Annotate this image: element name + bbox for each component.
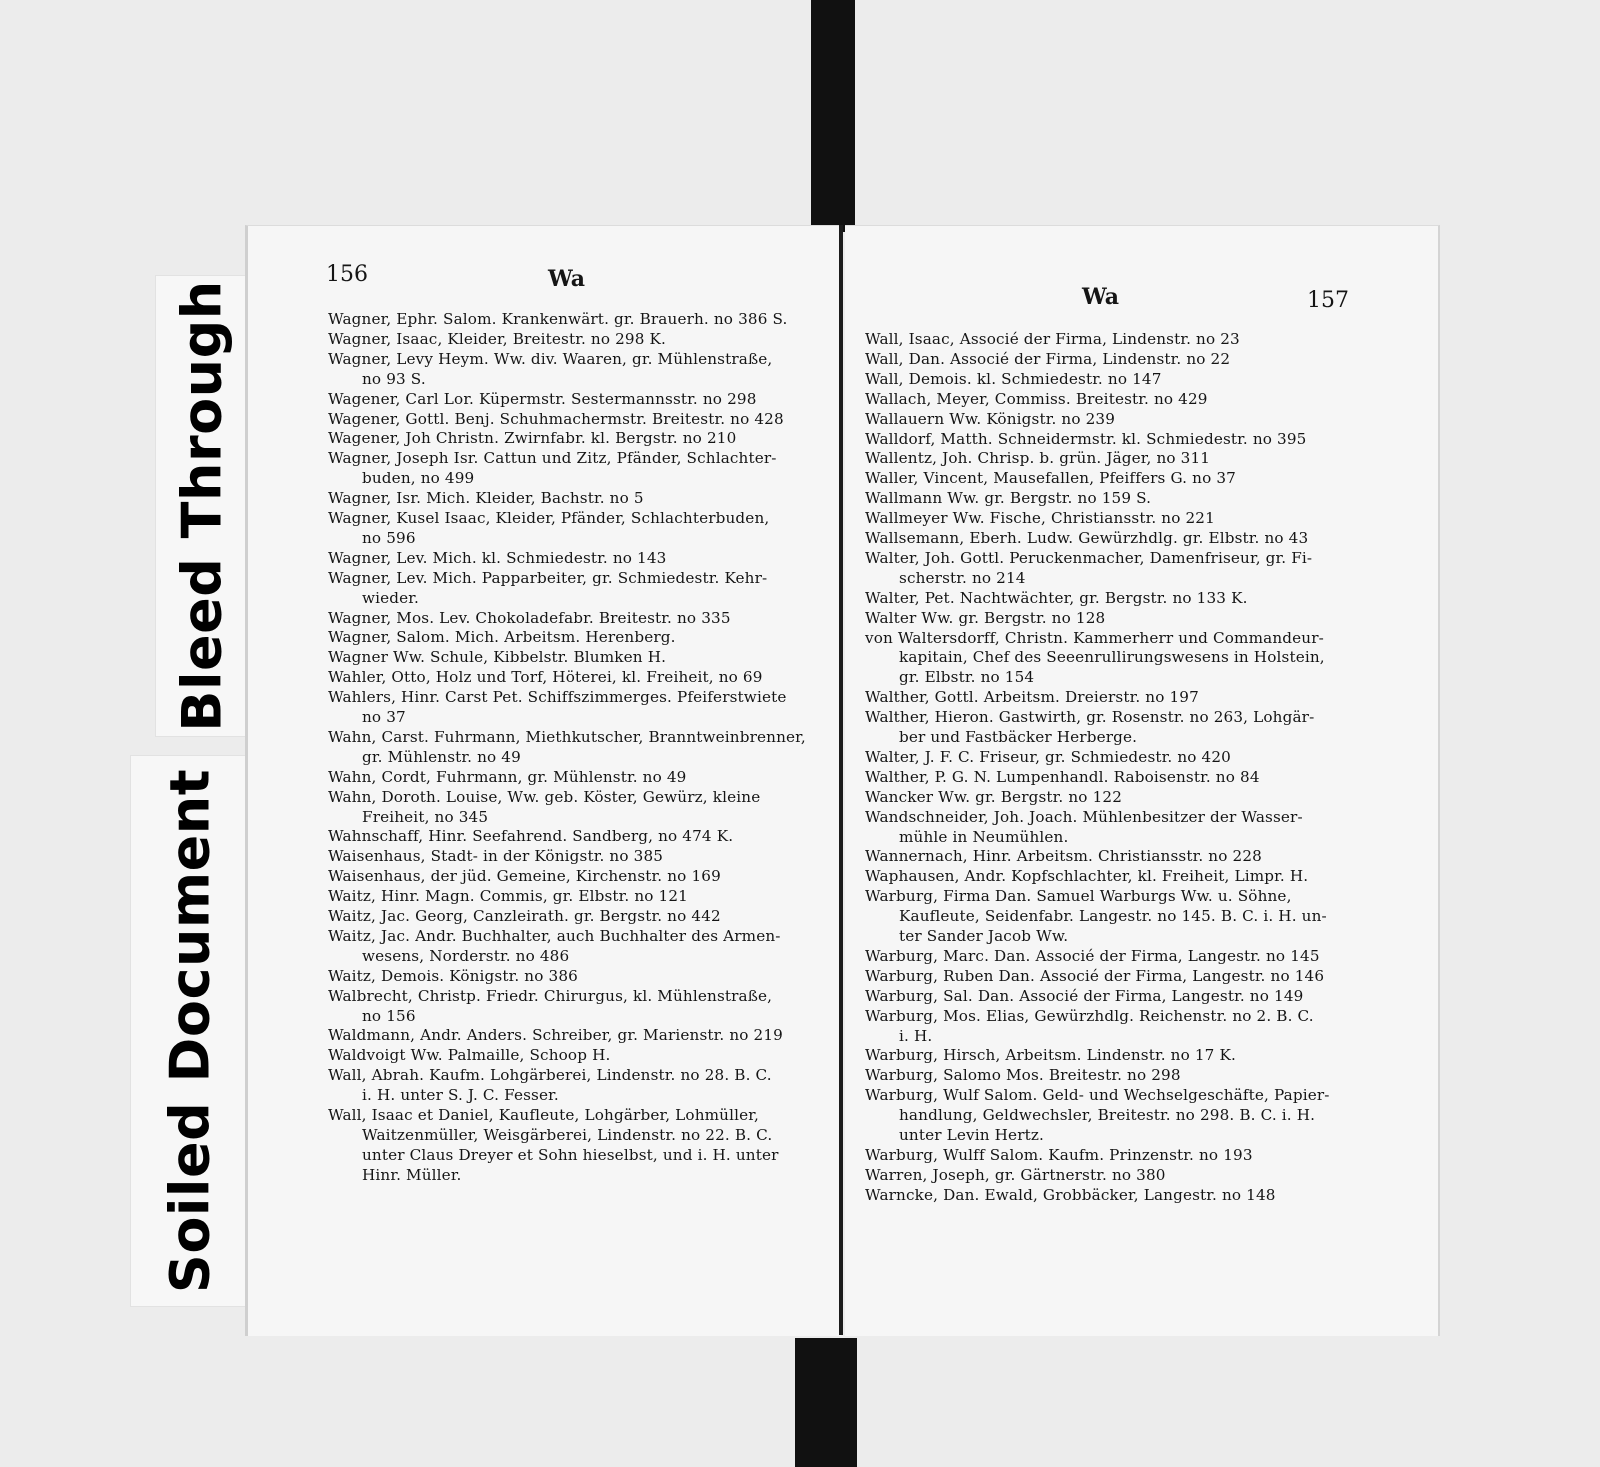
- entry-line: Wallmeyer Ww. Fische, Christiansstr. no 221: [865, 509, 1215, 528]
- entry-line: Warburg, Wulf Salom. Geld- und Wechselgeschäfte, Papier-: [865, 1086, 1330, 1105]
- open-book: [245, 225, 1440, 1345]
- entry-line: Hinr. Müller.: [362, 1165, 462, 1184]
- entry-line: Wallach, Meyer, Commiss. Breitestr. no 429: [865, 389, 1208, 408]
- entry-line: i. H.: [899, 1026, 933, 1045]
- entry-line: Wall, Dan. Associé der Firma, Lindenstr. no 22: [865, 349, 1231, 368]
- entry-line: Wagner, Lev. Mich. kl. Schmiedestr. no 143: [328, 548, 667, 567]
- entry-line: Waitzenmüller, Weisgärberei, Lindenstr. no 22. B. C.: [362, 1125, 773, 1144]
- page-number: 157: [1307, 288, 1349, 313]
- entry-line: Warburg, Hirsch, Arbeitsm. Lindenstr. no 17 K.: [865, 1046, 1236, 1065]
- entry-line: Wall, Isaac et Daniel, Kaufleute, Lohgärber, Lohmüller,: [328, 1106, 759, 1124]
- entry-line: Waitz, Hinr. Magn. Commis, gr. Elbstr. no 121: [328, 887, 688, 906]
- entry-line: Walther, P. G. N. Lumpenhandl. Raboisenstr. no 84: [865, 767, 1260, 786]
- entry-line: Walter, Joh. Gottl. Peruckenmacher, Damenfriseur, gr. Fi-: [865, 548, 1313, 567]
- entry-line: Waphausen, Andr. Kopfschlachter, kl. Freiheit, Limpr. H.: [865, 867, 1309, 886]
- entry-line: Warburg, Salomo Mos. Breitestr. no 298: [865, 1066, 1181, 1085]
- entry-line: Waitz, Jac. Georg, Canzleirath. gr. Bergstr. no 442: [328, 907, 721, 925]
- entry-line: Warncke, Dan. Ewald, Grobbäcker, Langestr. no 148: [865, 1185, 1276, 1204]
- entry-line: Waldvoigt Ww. Palmaille, Schoop H.: [328, 1046, 611, 1065]
- entry-line: unter Claus Dreyer et Sohn hieselbst, und i. H. unter: [362, 1145, 779, 1164]
- entry-line: ter Sander Jacob Ww.: [899, 927, 1069, 945]
- soiled-document-label: Soiled Document: [158, 768, 221, 1294]
- entry-line: Warburg, Wulff Salom. Kaufm. Prinzenstr. no 193: [865, 1145, 1253, 1164]
- entry-line: Walter Ww. gr. Bergstr. no 128: [865, 608, 1106, 627]
- entry-line: Kaufleute, Seidenfabr. Langestr. no 145. B. C. i. H. un-: [899, 907, 1327, 926]
- entry-line: Wallentz, Joh. Chrisp. b. grün. Jäger, no 311: [865, 449, 1211, 468]
- entry-line: Wagner Ww. Schule, Kibbelstr. Blumken H.: [328, 648, 667, 667]
- entry-line: Wallmann Ww. gr. Bergstr. no 159 S.: [865, 489, 1152, 508]
- entry-line: Warburg, Sal. Dan. Associé der Firma, Langestr. no 149: [865, 986, 1304, 1005]
- entry-line: kapitain, Chef des Seeenrullirungswesens in Holstein,: [899, 648, 1325, 667]
- side-labels: [155, 275, 247, 1305]
- entry-line: Wallauern Ww. Königstr. no 239: [865, 409, 1116, 428]
- entry-line: Wallsemann, Eberh. Ludw. Gewürzhdlg. gr. Elbstr. no 43: [865, 529, 1309, 547]
- entry-line: no 93 S.: [362, 369, 426, 388]
- entry-line: Wagner, Kusel Isaac, Kleider, Pfänder, Schlachterbuden,: [328, 509, 770, 527]
- binding-clip-bottom: [795, 1338, 857, 1467]
- entry-line: gr. Elbstr. no 154: [899, 668, 1035, 687]
- entry-line: handlung, Geldwechsler, Breitestr. no 298. B. C. i. H.: [899, 1106, 1316, 1125]
- entry-line: unter Levin Hertz.: [899, 1126, 1044, 1144]
- entry-line: Waldmann, Andr. Anders. Schreiber, gr. Marienstr. no 219: [328, 1026, 783, 1045]
- bleed-through-label-box: [155, 275, 249, 737]
- entry-line: von Waltersdorff, Christn. Kammerherr und Commandeur-: [865, 628, 1324, 647]
- entry-line: buden, no 499: [362, 469, 475, 488]
- entry-line: Wahn, Cordt, Fuhrmann, gr. Mühlenstr. no 49: [328, 767, 687, 786]
- entry-line: Walter, Pet. Nachtwächter, gr. Bergstr. no 133 K.: [865, 588, 1248, 607]
- entry-line: Wagener, Joh Christn. Zwirnfabr. kl. Bergstr. no 210: [328, 429, 737, 448]
- entry-line: Wagner, Salom. Mich. Arbeitsm. Herenberg.: [328, 628, 676, 647]
- entry-line: Waisenhaus, der jüd. Gemeine, Kirchenstr. no 169: [328, 867, 721, 886]
- entry-line: Wagener, Gottl. Benj. Schuhmachermstr. Breitestr. no 428: [328, 409, 784, 428]
- running-head: Wa: [1082, 284, 1120, 310]
- entry-line: no 596: [362, 528, 416, 547]
- entry-line: Wall, Abrah. Kaufm. Lohgärberei, Lindenstr. no 28. B. C.: [328, 1066, 772, 1085]
- entry-line: Walther, Gottl. Arbeitsm. Dreierstr. no 197: [865, 688, 1199, 707]
- entry-line: Warburg, Mos. Elias, Gewürzhdlg. Reichenstr. no 2. B. C.: [865, 1006, 1314, 1025]
- entry-line: wesens, Norderstr. no 486: [362, 946, 570, 965]
- entry-line: Freiheit, no 345: [362, 807, 489, 826]
- entry-line: Wahler, Otto, Holz und Torf, Höterei, kl. Freiheit, no 69: [328, 668, 763, 687]
- entry-line: i. H. unter S. J. C. Fesser.: [362, 1086, 559, 1105]
- entry-line: Warburg, Ruben Dan. Associé der Firma, Langestr. no 146: [865, 966, 1325, 985]
- entry-line: Wannernach, Hinr. Arbeitsm. Christiansstr. no 228: [865, 847, 1262, 866]
- entry-line: Walbrecht, Christp. Friedr. Chirurgus, kl. Mühlenstraße,: [328, 986, 773, 1005]
- entry-line: mühle in Neumühlen.: [899, 827, 1069, 846]
- entry-line: Wahn, Doroth. Louise, Ww. geb. Köster, Gewürz, kleine: [328, 787, 761, 806]
- entry-line: Wagner, Isaac, Kleider, Breitestr. no 298 K.: [328, 329, 666, 348]
- entry-line: no 156: [362, 1006, 416, 1025]
- entry-line: Wahnschaff, Hinr. Seefahrend. Sandberg, no 474 K.: [328, 827, 734, 846]
- entry-line: Wagner, Lev. Mich. Papparbeiter, gr. Schmiedestr. Kehr-: [328, 568, 768, 587]
- entry-line: Warren, Joseph, gr. Gärtnerstr. no 380: [865, 1165, 1166, 1184]
- entry-line: Wall, Isaac, Associé der Firma, Lindenstr. no 23: [865, 330, 1240, 348]
- entry-line: Walldorf, Matth. Schneidermstr. kl. Schmiedestr. no 395: [865, 429, 1307, 448]
- entry-line: Wagner, Levy Heym. Ww. div. Waaren, gr. Mühlenstraße,: [328, 349, 773, 368]
- entry-line: Wandschneider, Joh. Joach. Mühlenbesitzer der Wasser-: [865, 807, 1303, 826]
- entry-line: Wahn, Carst. Fuhrmann, Miethkutscher, Branntweinbrenner,: [328, 727, 806, 746]
- entry-line: Waitz, Demois. Königstr. no 386: [328, 966, 578, 985]
- entry-line: Walther, Hieron. Gastwirth, gr. Rosenstr. no 263, Lohgär-: [865, 708, 1315, 727]
- entry-line: Waisenhaus, Stadt- in der Königstr. no 385: [328, 847, 664, 866]
- book-gutter: [839, 225, 843, 1335]
- entry-line: Wagner, Mos. Lev. Chokoladefabr. Breitestr. no 335: [328, 608, 731, 627]
- soiled-document-label-box: [130, 755, 249, 1307]
- entry-line: Wagener, Carl Lor. Küpermstr. Sestermannsstr. no 298: [328, 389, 757, 408]
- entry-line: Warburg, Marc. Dan. Associé der Firma, Langestr. no 145: [865, 946, 1320, 965]
- entry-line: Walter, J. F. C. Friseur, gr. Schmiedestr. no 420: [865, 747, 1231, 766]
- entry-line: no 37: [362, 708, 406, 726]
- entry-line: scherstr. no 214: [899, 568, 1026, 587]
- binding-clip-top: [811, 0, 855, 232]
- entry-line: gr. Mühlenstr. no 49: [362, 747, 521, 766]
- entry-line: Wagner, Joseph Isr. Cattun und Zitz, Pfänder, Schlachter-: [328, 449, 777, 468]
- entry-line: Wagner, Isr. Mich. Kleider, Bachstr. no 5: [328, 489, 644, 508]
- entry-line: Waller, Vincent, Mausefallen, Pfeiffers G. no 37: [865, 469, 1236, 488]
- entry-line: Wancker Ww. gr. Bergstr. no 122: [865, 787, 1123, 806]
- running-head: Wa: [548, 266, 586, 292]
- page-number: 156: [326, 262, 368, 287]
- entry-line: Wall, Demois. kl. Schmiedestr. no 147: [865, 369, 1162, 388]
- right-page: [845, 225, 1440, 1336]
- left-page: [245, 225, 841, 1336]
- entry-line: wieder.: [362, 588, 420, 607]
- entry-line: Wagner, Ephr. Salom. Krankenwärt. gr. Brauerh. no 386 S.: [328, 310, 788, 328]
- bleed-through-label: Bleed Through: [170, 280, 234, 732]
- entry-line: ber und Fastbäcker Herberge.: [899, 728, 1138, 746]
- entry-line: Waitz, Jac. Andr. Buchhalter, auch Buchhalter des Armen-: [328, 926, 781, 945]
- entry-line: Wahlers, Hinr. Carst Pet. Schiffszimmerges. Pfeiferstwiete: [328, 688, 787, 707]
- entry-line: Warburg, Firma Dan. Samuel Warburgs Ww. u. Söhne,: [865, 887, 1292, 906]
